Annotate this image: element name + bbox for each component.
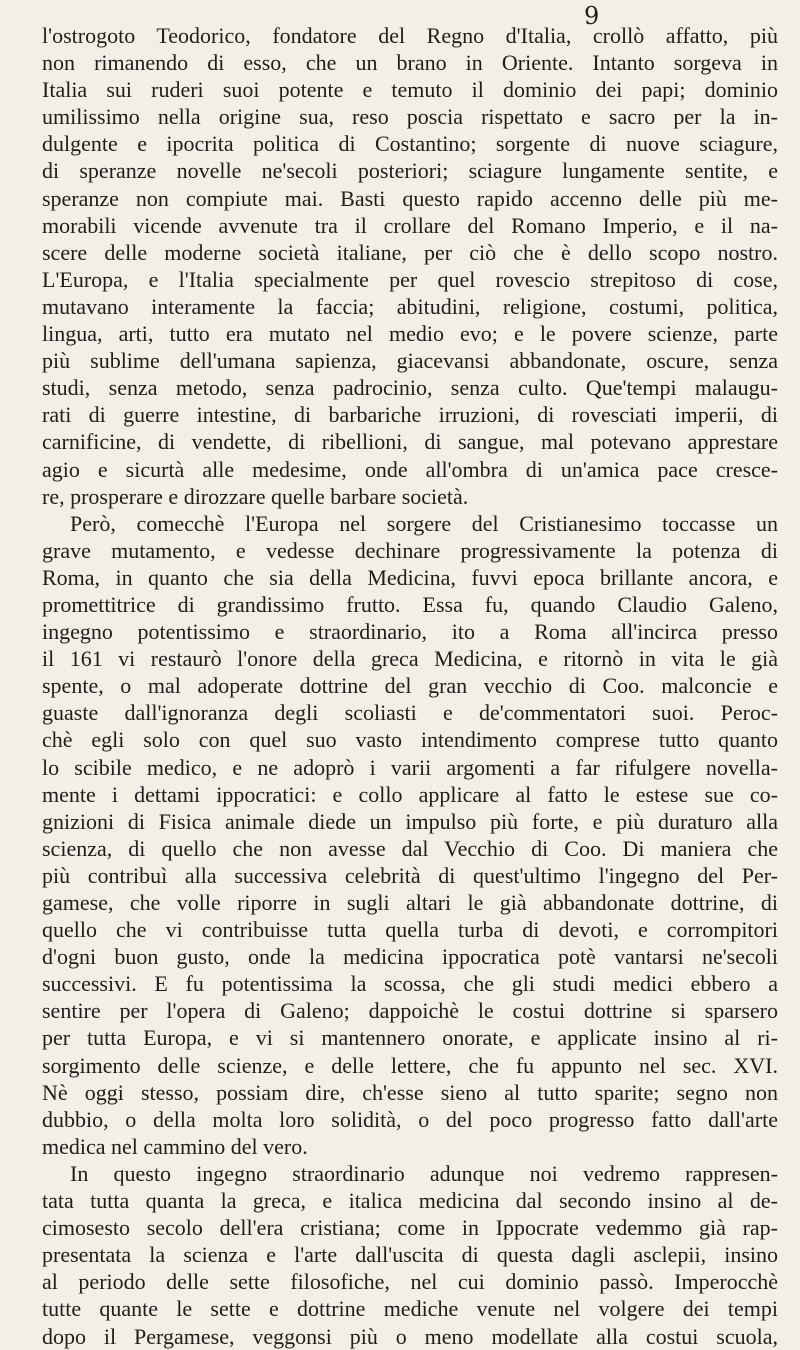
text-line: studi, senza metodo, senza padrocinio, senza culto. Que'tempi malaugu- [42, 375, 778, 401]
text-line: dopo il Pergamese, veggonsi più o meno modellate alla costui scuola, [42, 1323, 778, 1349]
text-line: grave mutamento, e vedesse dechinare progressivamente la potenza di [42, 537, 778, 563]
text-line: cimosesto secolo dell'era cristiana; come in Ippocrate vedemmo già rap- [42, 1215, 778, 1241]
text-line: mutavano interamente la faccia; abitudini, religione, costumi, politica, [42, 293, 778, 319]
text-line: agio e sicurtà alle medesime, onde all'ombra di un'amica pace cresce- [42, 456, 778, 482]
text-line: tata tutta quanta la greca, e italica medicina dal secondo insino al de- [42, 1188, 778, 1214]
page-number: 9 [584, 2, 600, 30]
text-line: presentata la scienza e l'arte dall'uscita di questa dagli asclepii, insino [42, 1242, 778, 1268]
text-line: mente i dettami ippocratici: e collo applicare al fatto le estese sue co- [42, 781, 778, 807]
text-line: spente, o mal adoperate dottrine del gran vecchio di Coo. malconcie e [42, 673, 778, 699]
text-line: scienza, di quello che non avesse dal Vecchio di Coo. Di maniera che [42, 835, 778, 861]
text-line: al periodo delle sette filosofiche, nel cui dominio passò. Imperocchè [42, 1269, 778, 1295]
text-line: medica nel cammino del vero. [42, 1133, 308, 1159]
body-text [42, 22, 778, 1350]
text-line: Nè oggi stesso, possiam dire, ch'esse sieno al tutto sparite; segno non [42, 1079, 778, 1105]
text-line: gnizioni di Fisica animale diede un impulso più forte, e più duraturo alla [42, 808, 778, 834]
text-line: scere delle moderne società italiane, per ciò che è dello scopo nostro. [42, 239, 778, 265]
text-line: Però, comecchè l'Europa nel sorgere del Cristianesimo toccasse un [70, 510, 778, 536]
text-line: guaste dall'ignoranza degli scoliasti e de'commentatori suoi. Peroc- [42, 700, 778, 726]
text-line: ingegno potentissimo e straordinario, ito a Roma all'incirca presso [42, 619, 778, 645]
text-line: sentire per l'opera di Galeno; dappoichè le costui dottrine si sparsero [42, 998, 778, 1024]
text-line: chè egli solo con quel suo vasto intendimento comprese tutto quanto [42, 727, 778, 753]
text-line: re, prosperare e dirozzare quelle barbare società. [42, 483, 469, 509]
text-line: gamese, che volle riporre in sugli altari le già abbandonate dottrine, di [42, 890, 778, 915]
text-line: rati di guerre intestine, di barbariche irruzioni, di rovesciati imperii, di [42, 402, 778, 428]
text-line: carnificine, di vendette, di ribellioni, di sangue, mal potevano apprestare [42, 429, 778, 455]
text-line: Roma, in quanto che sia della Medicina, fuvvi epoca brillante ancora, e [42, 564, 778, 590]
text-line: dubbio, o della molta loro solidità, o del poco progresso fatto dall'arte [42, 1106, 778, 1132]
text-line: più contribuì alla successiva celebrità di quest'ultimo l'ingegno del Per- [42, 862, 778, 888]
text-line: Italia sui ruderi suoi potente e temuto il dominio dei papi; dominio [42, 77, 778, 103]
text-line: il 161 vi restaurò l'onore della greca Medicina, e ritornò in vita le già [42, 646, 778, 672]
text-line: tutte quante le sette e dottrine mediche venute nel volgere dei tempi [42, 1296, 778, 1322]
text-line: dulgente e ipocrita politica di Costantino; sorgente di nuove sciagure, [42, 131, 778, 157]
text-line: umilissimo nella origine sua, reso poscia rispettato e sacro per la in- [42, 104, 778, 130]
text-line: per tutta Europa, e vi si mantennero onorate, e applicate insino al ri- [42, 1025, 778, 1051]
text-line: l'ostrogoto Teodorico, fondatore del Regno d'Italia, crollò affatto, più [42, 23, 778, 48]
text-line: d'ogni buon gusto, onde la medicina ippocratica potè vantarsi ne'secoli [42, 944, 778, 970]
text-line: di speranze novelle ne'secoli posteriori; sciagure lungamente sentite, e [42, 158, 778, 184]
text-line: non rimanendo di esso, che un brano in Oriente. Intanto sorgeva in [42, 50, 778, 76]
text-line: L'Europa, e l'Italia specialmente per quel rovescio strepitoso di cose, [42, 266, 778, 292]
text-line: più sublime dell'umana sapienza, giacevansi abbandonate, oscure, senza [42, 348, 778, 374]
text-line: promettitrice di grandissimo frutto. Essa fu, quando Claudio Galeno, [42, 591, 778, 617]
text-line: morabili vicende avvenute tra il crollare del Romano Imperio, e il na- [42, 212, 778, 238]
text-line: successivi. E fu potentissima la scossa, che gli studi medici ebbero a [42, 971, 778, 997]
text-line: sorgimento delle scienze, e delle lettere, che fu appunto nel sec. XVI. [42, 1052, 778, 1078]
text-line: speranze non compiute mai. Basti questo rapido accenno delle più me- [42, 185, 778, 211]
text-line: In questo ingegno straordinario adunque noi vedremo rappresen- [70, 1160, 778, 1186]
text-line: lo scibile medico, e ne adoprò i varii argomenti a far rifulgere novella- [42, 754, 778, 780]
text-line: quello che vi contribuisse tutta quella turba di devoti, e corrompitori [42, 917, 778, 943]
text-line: lingua, arti, tutto era mutato nel medio evo; e le povere scienze, parte [42, 321, 778, 347]
